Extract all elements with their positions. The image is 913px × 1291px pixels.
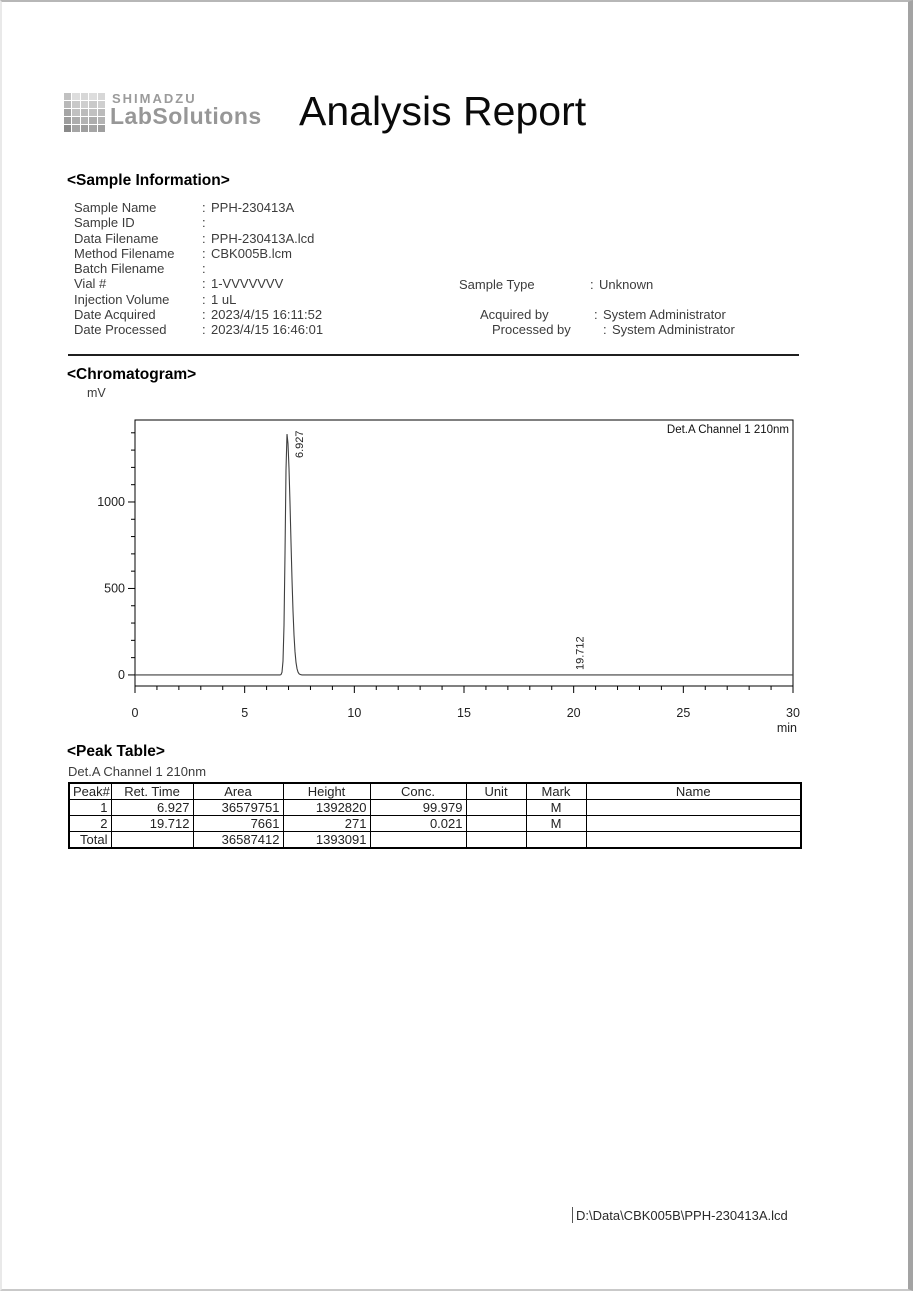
grid-logo-cell bbox=[98, 125, 105, 132]
peak-table-header-cell: Conc. bbox=[370, 783, 466, 800]
sample-info-colon: : bbox=[202, 307, 206, 323]
sample-info-colon: : bbox=[590, 277, 594, 292]
peak-table-header-cell: Peak# bbox=[69, 783, 111, 800]
x-tick-label: 30 bbox=[786, 706, 800, 720]
sample-info-row bbox=[74, 246, 464, 261]
x-tick-label: 20 bbox=[566, 706, 581, 720]
grid-logo-cell bbox=[81, 109, 88, 116]
peak-table-cell bbox=[370, 832, 466, 849]
grid-logo-cell bbox=[89, 101, 96, 108]
grid-logo-cell bbox=[89, 125, 96, 132]
sample-info-colon: : bbox=[202, 291, 206, 307]
sample-info-label: Data Filename bbox=[74, 230, 159, 246]
sample-info-row bbox=[74, 322, 464, 337]
sample-info-label: Batch Filename bbox=[74, 261, 165, 277]
x-axis-unit-label: min bbox=[776, 721, 797, 735]
peak-table-cell bbox=[586, 832, 801, 849]
sample-info-row bbox=[492, 322, 822, 337]
grid-logo-icon bbox=[64, 93, 105, 132]
footer-file-path: D:\Data\CBK005B\PPH-230413A.lcd bbox=[576, 1208, 788, 1223]
sample-info-row bbox=[74, 200, 464, 215]
peak-table-cell: 7661 bbox=[193, 816, 283, 832]
peak-table-header-cell: Mark bbox=[526, 783, 586, 800]
logo-product-text: LabSolutions bbox=[110, 103, 262, 129]
grid-logo-cell bbox=[72, 117, 79, 124]
channel-label: Det.A Channel 1 210nm bbox=[68, 764, 207, 779]
sample-info-colon: : bbox=[603, 322, 607, 337]
sample-info-value: PPH-230413A.lcd bbox=[211, 230, 315, 246]
plot-border bbox=[135, 420, 793, 686]
grid-logo-cell bbox=[98, 117, 105, 124]
sample-info-value: Unknown bbox=[599, 277, 654, 292]
peak-table-header-cell: Ret. Time bbox=[111, 783, 193, 800]
sample-info-row bbox=[74, 292, 464, 307]
grid-logo-cell bbox=[98, 93, 105, 100]
sample-info-colon: : bbox=[202, 322, 206, 338]
peak-table-cell bbox=[586, 816, 801, 832]
peak-table-cell: 36579751 bbox=[193, 800, 283, 816]
sample-info-value: 1-VVVVVVV bbox=[211, 276, 284, 292]
peak-table-cell: M bbox=[526, 800, 586, 816]
grid-logo-cell bbox=[64, 109, 71, 116]
peak-table-row bbox=[69, 800, 801, 816]
grid-logo-cell bbox=[81, 125, 88, 132]
sample-info-label: Method Filename bbox=[74, 245, 175, 261]
peak-table-heading: <Peak Table> bbox=[67, 743, 165, 760]
grid-logo-cell bbox=[81, 117, 88, 124]
sample-info-value: 2023/4/15 16:46:01 bbox=[211, 322, 324, 338]
sample-info-row bbox=[459, 277, 789, 292]
sample-info-colon: : bbox=[202, 261, 206, 277]
peak-table-header-cell: Height bbox=[283, 783, 370, 800]
peak-table-header-cell: Area bbox=[193, 783, 283, 800]
peak-table-row bbox=[69, 816, 801, 832]
sample-information-left-column bbox=[74, 200, 464, 338]
sample-info-label: Sample Type bbox=[459, 277, 535, 292]
peak-table-cell: 99.979 bbox=[370, 800, 466, 816]
y-tick-label: 1000 bbox=[97, 494, 125, 509]
chromatogram-heading: <Chromatogram> bbox=[67, 366, 197, 383]
x-tick-label: 10 bbox=[347, 706, 362, 720]
sample-info-row bbox=[74, 276, 464, 291]
sample-information-heading: <Sample Information> bbox=[67, 172, 230, 189]
peak-table-cell: 36587412 bbox=[193, 832, 283, 849]
sample-info-label: Processed by bbox=[492, 322, 571, 337]
peak-table-cell bbox=[466, 816, 526, 832]
sample-info-label: Sample ID bbox=[74, 215, 135, 231]
report-title: Analysis Report bbox=[299, 88, 587, 134]
grid-logo-cell bbox=[64, 117, 71, 124]
sample-info-colon: : bbox=[202, 215, 206, 231]
grid-logo-cell bbox=[64, 125, 71, 132]
peak-table-cell: Total bbox=[69, 832, 111, 849]
sample-info-value: System Administrator bbox=[612, 322, 735, 337]
grid-logo-cell bbox=[98, 109, 105, 116]
sample-info-colon: : bbox=[202, 276, 206, 292]
peak-table-cell: 1 bbox=[69, 800, 111, 816]
peak-rt-label: 6.927 bbox=[293, 430, 306, 459]
sample-info-value: CBK005B.lcm bbox=[211, 245, 292, 261]
grid-logo-cell bbox=[81, 93, 88, 100]
peak-table-header-row bbox=[69, 783, 801, 800]
logo-brand-text: SHIMADZU bbox=[112, 91, 197, 106]
grid-logo-cell bbox=[64, 93, 71, 100]
peak-table-cell: 1393091 bbox=[283, 832, 370, 849]
signal-trace bbox=[135, 434, 793, 675]
sample-info-value: 1 uL bbox=[211, 291, 237, 307]
text-caret bbox=[572, 1207, 573, 1223]
sample-info-row bbox=[74, 307, 464, 322]
grid-logo-cell bbox=[98, 101, 105, 108]
peak-table-cell bbox=[466, 832, 526, 849]
peak-table-cell bbox=[111, 832, 193, 849]
peak-table-cell: 19.712 bbox=[111, 816, 193, 832]
sample-info-colon: : bbox=[202, 230, 206, 246]
grid-logo-cell bbox=[72, 109, 79, 116]
sample-info-label: Date Acquired bbox=[74, 307, 156, 323]
grid-logo-cell bbox=[81, 101, 88, 108]
peak-table-header-cell: Name bbox=[586, 783, 801, 800]
sample-info-value: System Administrator bbox=[603, 307, 726, 322]
x-tick-label: 5 bbox=[241, 706, 249, 720]
peak-table-cell bbox=[466, 800, 526, 816]
peak-table-header-cell: Unit bbox=[466, 783, 526, 800]
chromatogram-plot bbox=[97, 410, 812, 740]
y-axis-unit-label: mV bbox=[87, 386, 106, 400]
sample-info-row bbox=[74, 215, 464, 230]
grid-logo-cell bbox=[72, 93, 79, 100]
y-tick-label: 500 bbox=[104, 581, 125, 596]
grid-logo-cell bbox=[89, 93, 96, 100]
sample-info-row bbox=[480, 307, 810, 322]
grid-logo-cell bbox=[64, 101, 71, 108]
sample-info-colon: : bbox=[202, 245, 206, 261]
sample-info-label: Acquired by bbox=[480, 307, 549, 322]
sample-info-value: 2023/4/15 16:11:52 bbox=[211, 307, 323, 323]
y-tick-label: 0 bbox=[118, 667, 125, 682]
detector-label: Det.A Channel 1 210nm bbox=[666, 424, 789, 436]
peak-table-cell: 271 bbox=[283, 816, 370, 832]
grid-logo-cell bbox=[89, 117, 96, 124]
grid-logo-cell bbox=[72, 125, 79, 132]
sample-info-colon: : bbox=[202, 200, 206, 215]
peak-table-cell bbox=[526, 832, 586, 849]
peak-table-cell: 1392820 bbox=[283, 800, 370, 816]
peak-table bbox=[68, 782, 802, 849]
grid-logo-cell bbox=[72, 101, 79, 108]
peak-table-cell: 0.021 bbox=[370, 816, 466, 832]
sample-info-row bbox=[74, 261, 464, 276]
peak-table-cell bbox=[586, 800, 801, 816]
sample-info-label: Date Processed bbox=[74, 322, 167, 338]
sample-info-label: Sample Name bbox=[74, 200, 157, 215]
peak-table-cell: M bbox=[526, 816, 586, 832]
sample-info-colon: : bbox=[594, 307, 598, 322]
sample-info-label: Vial # bbox=[74, 276, 107, 292]
peak-rt-label: 19.712 bbox=[574, 636, 587, 670]
x-tick-label: 25 bbox=[676, 706, 691, 720]
peak-table-row bbox=[69, 832, 801, 849]
sample-info-value: PPH-230413A bbox=[211, 200, 295, 215]
peak-table-cell: 6.927 bbox=[111, 800, 193, 816]
x-tick-label: 0 bbox=[131, 706, 139, 720]
x-tick-label: 15 bbox=[457, 706, 471, 720]
sample-info-row bbox=[74, 231, 464, 246]
section-divider-line bbox=[68, 354, 799, 356]
sample-info-label: Injection Volume bbox=[74, 291, 170, 307]
grid-logo-cell bbox=[89, 109, 96, 116]
peak-table-cell: 2 bbox=[69, 816, 111, 832]
